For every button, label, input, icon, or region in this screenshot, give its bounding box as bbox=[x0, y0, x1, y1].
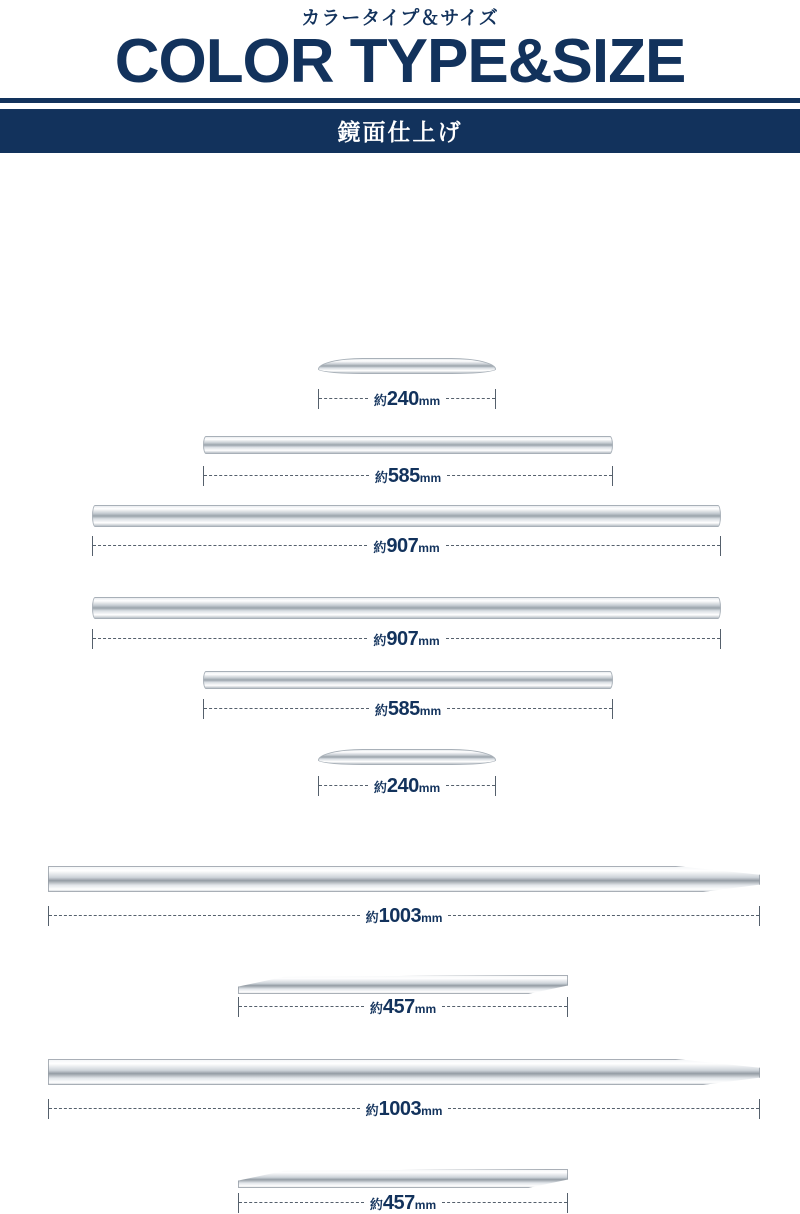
dimension-rule bbox=[319, 785, 368, 786]
approx-symbol: 約 bbox=[365, 1102, 379, 1118]
page-title: COLOR TYPE&SIZE bbox=[114, 26, 686, 96]
dimension-end-cap bbox=[612, 466, 613, 486]
dimension-line bbox=[318, 776, 496, 796]
dimension-label bbox=[369, 699, 447, 719]
dimension-rule bbox=[447, 708, 612, 709]
dimension-rule bbox=[446, 638, 720, 639]
dimension-rule bbox=[93, 545, 367, 546]
dimension-line bbox=[203, 699, 613, 719]
dimension-rule bbox=[447, 475, 612, 476]
dimension-line bbox=[48, 1099, 760, 1119]
dimension-unit: mm bbox=[418, 633, 440, 648]
dimension-unit: mm bbox=[418, 393, 441, 408]
trim-bar bbox=[48, 866, 760, 892]
dimension-value: 1003 bbox=[378, 1097, 422, 1120]
dimension-label bbox=[368, 776, 446, 796]
dimension-rule bbox=[239, 1202, 364, 1203]
dimension-label bbox=[368, 389, 446, 409]
dimension-end-cap bbox=[612, 699, 613, 719]
dimension-rule bbox=[446, 398, 495, 399]
dimension-unit: mm bbox=[421, 1103, 443, 1118]
dimension-rule bbox=[49, 1108, 360, 1109]
dimension-value: 907 bbox=[386, 627, 419, 650]
dimension-rule bbox=[448, 915, 759, 916]
dimension-rule bbox=[442, 1006, 567, 1007]
approx-symbol: 約 bbox=[373, 392, 387, 408]
dimension-unit: mm bbox=[421, 910, 443, 925]
trim-bar bbox=[238, 975, 568, 994]
dimension-value: 457 bbox=[382, 995, 415, 1018]
dimension-value: 457 bbox=[382, 1191, 415, 1214]
trim-bar bbox=[48, 1059, 760, 1085]
page-header bbox=[0, 0, 800, 153]
dimension-unit: mm bbox=[414, 1197, 437, 1212]
dimension-value: 240 bbox=[386, 387, 419, 410]
dimension-rule bbox=[442, 1202, 567, 1203]
dimension-label bbox=[369, 466, 447, 486]
dimension-value: 585 bbox=[387, 464, 420, 487]
dimension-end-cap bbox=[759, 1099, 760, 1119]
dimension-rule bbox=[239, 1006, 364, 1007]
approx-symbol: 約 bbox=[373, 539, 387, 555]
dimension-line bbox=[238, 997, 568, 1017]
trim-bar bbox=[92, 597, 721, 619]
dimension-label bbox=[367, 629, 445, 649]
dimension-end-cap bbox=[759, 906, 760, 926]
dimension-rule bbox=[446, 785, 495, 786]
dimension-unit: mm bbox=[414, 1001, 437, 1016]
header-kicker: カラータイプ＆サイズ bbox=[301, 8, 499, 29]
dimension-unit: mm bbox=[419, 470, 442, 485]
dimension-line bbox=[48, 906, 760, 926]
dimension-rule bbox=[448, 1108, 759, 1109]
subtitle-bar: 鏡面仕上げ bbox=[0, 109, 800, 153]
dimension-unit: mm bbox=[419, 703, 442, 718]
approx-symbol: 約 bbox=[374, 469, 388, 485]
dimension-end-cap bbox=[720, 536, 721, 556]
trim-bar bbox=[203, 436, 613, 454]
dimension-label bbox=[360, 906, 449, 926]
dimension-line bbox=[318, 389, 496, 409]
title-rule bbox=[0, 98, 800, 103]
approx-symbol: 約 bbox=[369, 1000, 383, 1016]
trim-bar bbox=[318, 358, 496, 374]
dimension-value: 585 bbox=[387, 697, 420, 720]
trim-bar bbox=[318, 749, 496, 765]
dimension-line bbox=[92, 536, 721, 556]
dimension-end-cap bbox=[495, 776, 496, 796]
dimension-value: 240 bbox=[386, 774, 419, 797]
dimension-rule bbox=[204, 708, 369, 709]
dimension-unit: mm bbox=[418, 540, 440, 555]
dimension-end-cap bbox=[567, 1193, 568, 1213]
dimension-line bbox=[92, 629, 721, 649]
approx-symbol: 約 bbox=[365, 909, 379, 925]
dimension-end-cap bbox=[567, 997, 568, 1017]
approx-symbol: 約 bbox=[373, 779, 387, 795]
dimension-line bbox=[203, 466, 613, 486]
trim-bar bbox=[92, 505, 721, 527]
approx-symbol: 約 bbox=[369, 1196, 383, 1212]
dimension-rule bbox=[446, 545, 720, 546]
dimension-line bbox=[238, 1193, 568, 1213]
dimension-rule bbox=[49, 915, 360, 916]
approx-symbol: 約 bbox=[374, 702, 388, 718]
dimension-label bbox=[367, 536, 445, 556]
trim-bar bbox=[238, 1169, 568, 1188]
dimension-unit: mm bbox=[418, 780, 441, 795]
dimension-label bbox=[364, 997, 442, 1017]
dimension-label bbox=[360, 1099, 449, 1119]
dimension-value: 907 bbox=[386, 534, 419, 557]
trim-bar bbox=[203, 671, 613, 689]
dimension-rule bbox=[204, 475, 369, 476]
dimension-rule bbox=[93, 638, 367, 639]
dimension-value: 1003 bbox=[378, 904, 422, 927]
dimension-label bbox=[364, 1193, 442, 1213]
dimension-rule bbox=[319, 398, 368, 399]
dimension-end-cap bbox=[495, 389, 496, 409]
approx-symbol: 約 bbox=[373, 632, 387, 648]
dimension-end-cap bbox=[720, 629, 721, 649]
